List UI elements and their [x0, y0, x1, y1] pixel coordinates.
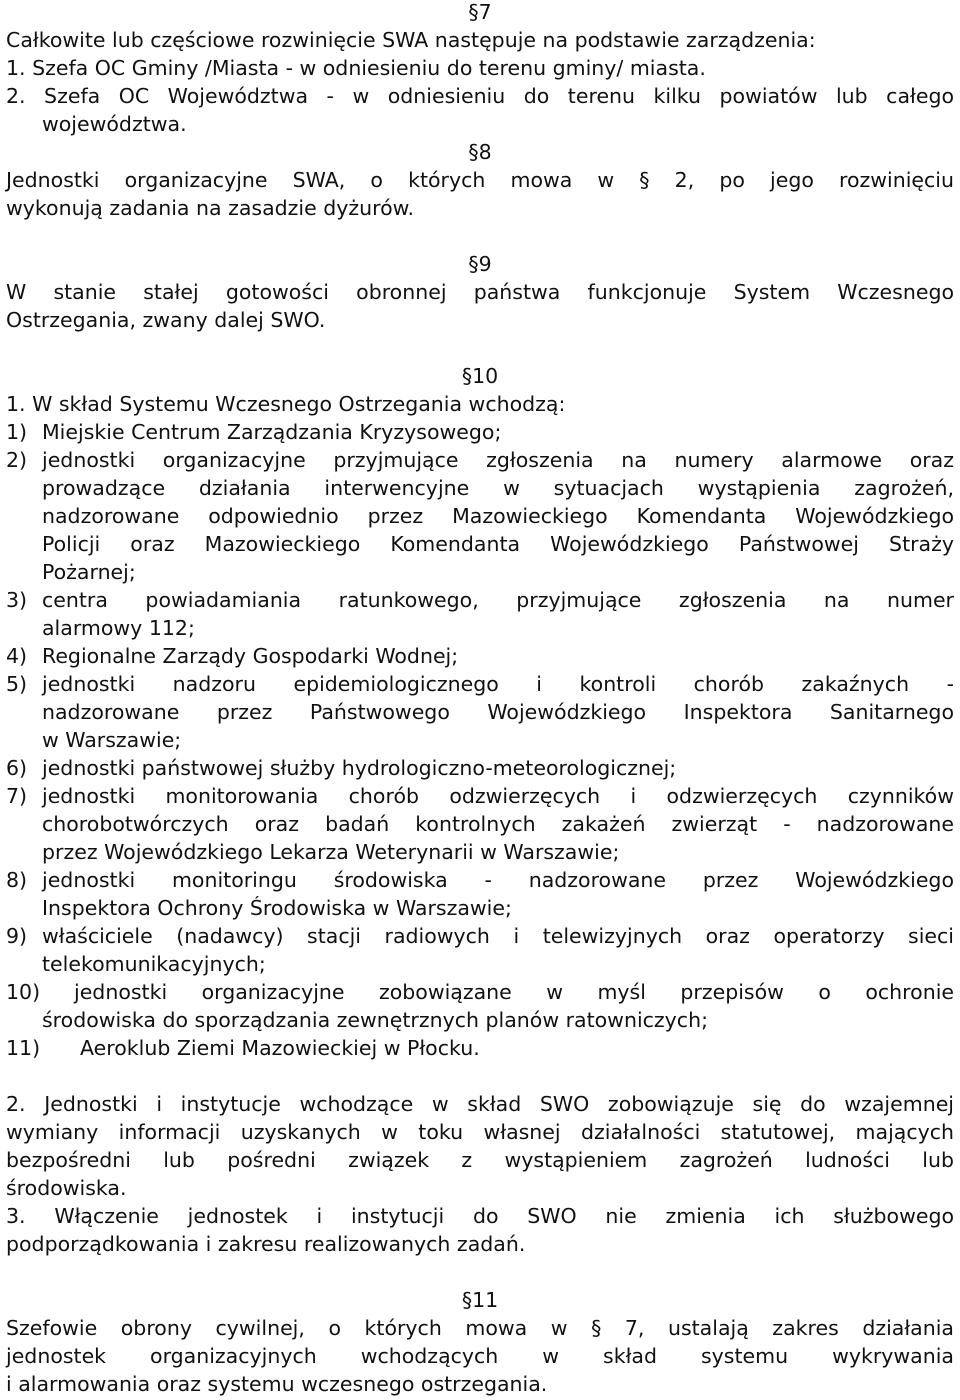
list-item: Aeroklub Ziemi Mazowieckiej w Płocku.	[80, 1036, 480, 1060]
list-item-cont: Pożarnej;	[42, 560, 136, 584]
list-item: Miejskie Centrum Zarządzania Kryzysowego;	[42, 420, 502, 444]
section-9-line-2: Ostrzegania, zwany dalej SWO.	[6, 308, 326, 332]
section-11-line-3: i alarmowania oraz systemu wczesnego ostrzegania.	[6, 1372, 548, 1396]
list-item-number: 4)	[6, 644, 28, 668]
section-11-heading: §11	[461, 1288, 499, 1312]
list-item: jednostki organizacyjne przyjmujące zgłoszenia na numery alarmowe oraz	[42, 448, 954, 472]
list-item-number: 9)	[6, 924, 28, 948]
section-10-para-2-cont: bezpośredni lub pośredni związek z wystąpieniem zagrożeń ludności lub	[6, 1148, 954, 1172]
list-item: centra powiadamiania ratunkowego, przyjmujące zgłoszenia na numer	[42, 588, 954, 612]
list-item: jednostki państwowej służby hydrologiczno-meteorologicznej;	[42, 756, 677, 780]
section-9-heading: §9	[468, 252, 492, 276]
section-7-heading: §7	[468, 0, 492, 24]
list-item-cont: chorobotwórczych oraz badań kontrolnych zakażeń zwierząt - nadzorowane	[42, 812, 954, 836]
list-item-number: 6)	[6, 756, 28, 780]
section-7-item-2: 2. Szefa OC Województwa - w odniesieniu do terenu kilku powiatów lub całego	[6, 84, 954, 108]
list-item: jednostki monitoringu środowiska - nadzorowane przez Wojewódzkiego	[42, 868, 954, 892]
list-item-number: 11)	[6, 1036, 41, 1060]
list-item-number: 5)	[6, 672, 28, 696]
section-9-line-1: W stanie stałej gotowości obronnej państwa funkcjonuje System Wczesnego	[6, 280, 954, 304]
section-10-para-2: 2. Jednostki i instytucje wchodzące w skład SWO zobowiązuje się do wzajemnej	[6, 1092, 954, 1116]
list-item-number: 10)	[6, 980, 41, 1004]
section-7-item-1: 1. Szefa OC Gminy /Miasta - w odniesieniu do terenu gminy/ miasta.	[6, 56, 706, 80]
list-item: jednostki organizacyjne zobowiązane w myśl przepisów o ochronie	[74, 980, 954, 1004]
section-10-para-2-cont: środowiska.	[6, 1176, 127, 1200]
list-item-number: 7)	[6, 784, 28, 808]
list-item-cont: Inspektora Ochrony Środowiska w Warszawie;	[42, 896, 512, 920]
section-7-item-2-cont: województwa.	[42, 112, 187, 136]
list-item-number: 2)	[6, 448, 28, 472]
section-10-para-1: 1. W skład Systemu Wczesnego Ostrzegania wchodzą:	[6, 392, 566, 416]
list-item-cont: Policji oraz Mazowieckiego Komendanta Wojewódzkiego Państwowej Straży	[42, 532, 954, 556]
section-10-para-3: 3. Włączenie jednostek i instytucji do SWO nie zmienia ich służbowego	[6, 1204, 954, 1228]
list-item-cont: środowiska do sporządzania zewnętrznych planów ratowniczych;	[42, 1008, 708, 1032]
list-item-number: 3)	[6, 588, 28, 612]
list-item: jednostki nadzoru epidemiologicznego i kontroli chorób zakaźnych -	[42, 672, 954, 696]
list-item-cont: przez Wojewódzkiego Lekarza Weterynarii w Warszawie;	[42, 840, 620, 864]
section-7-intro: Całkowite lub częściowe rozwinięcie SWA następuje na podstawie zarządzenia:	[6, 28, 816, 52]
list-item-cont: prowadzące działania interwencyjne w sytuacjach wystąpienia zagrożeń,	[42, 476, 954, 500]
section-8-heading: §8	[468, 140, 492, 164]
list-item-cont: w Warszawie;	[42, 728, 182, 752]
list-item-cont: telekomunikacyjnych;	[42, 952, 266, 976]
section-8-line-2: wykonują zadania na zasadzie dyżurów.	[6, 196, 415, 220]
list-item-number: 1)	[6, 420, 28, 444]
list-item: jednostki monitorowania chorób odzwierzęcych i odzwierzęcych czynników	[42, 784, 954, 808]
list-item: Regionalne Zarządy Gospodarki Wodnej;	[42, 644, 459, 668]
list-item-cont: nadzorowane przez Państwowego Wojewódzkiego Inspektora Sanitarnego	[42, 700, 954, 724]
list-item-cont: alarmowy 112;	[42, 616, 195, 640]
section-10-heading: §10	[461, 364, 499, 388]
list-item-cont: nadzorowane odpowiednio przez Mazowieckiego Komendanta Wojewódzkiego	[42, 504, 954, 528]
section-11-line-2: jednostek organizacyjnych wchodzących w skład systemu wykrywania	[6, 1344, 954, 1368]
list-item: właściciele (nadawcy) stacji radiowych i telewizyjnych oraz operatorzy sieci	[42, 924, 954, 948]
section-10-para-3-cont: podporządkowania i zakresu realizowanych zadań.	[6, 1232, 526, 1256]
section-10-para-2-cont: wymiany informacji uzyskanych w toku własnej działalności statutowej, mających	[6, 1120, 954, 1144]
section-11-line-1: Szefowie obrony cywilnej, o których mowa w § 7, ustalają zakres działania	[6, 1316, 954, 1340]
section-8-line-1: Jednostki organizacyjne SWA, o których mowa w § 2, po jego rozwinięciu	[6, 168, 954, 192]
list-item-number: 8)	[6, 868, 28, 892]
